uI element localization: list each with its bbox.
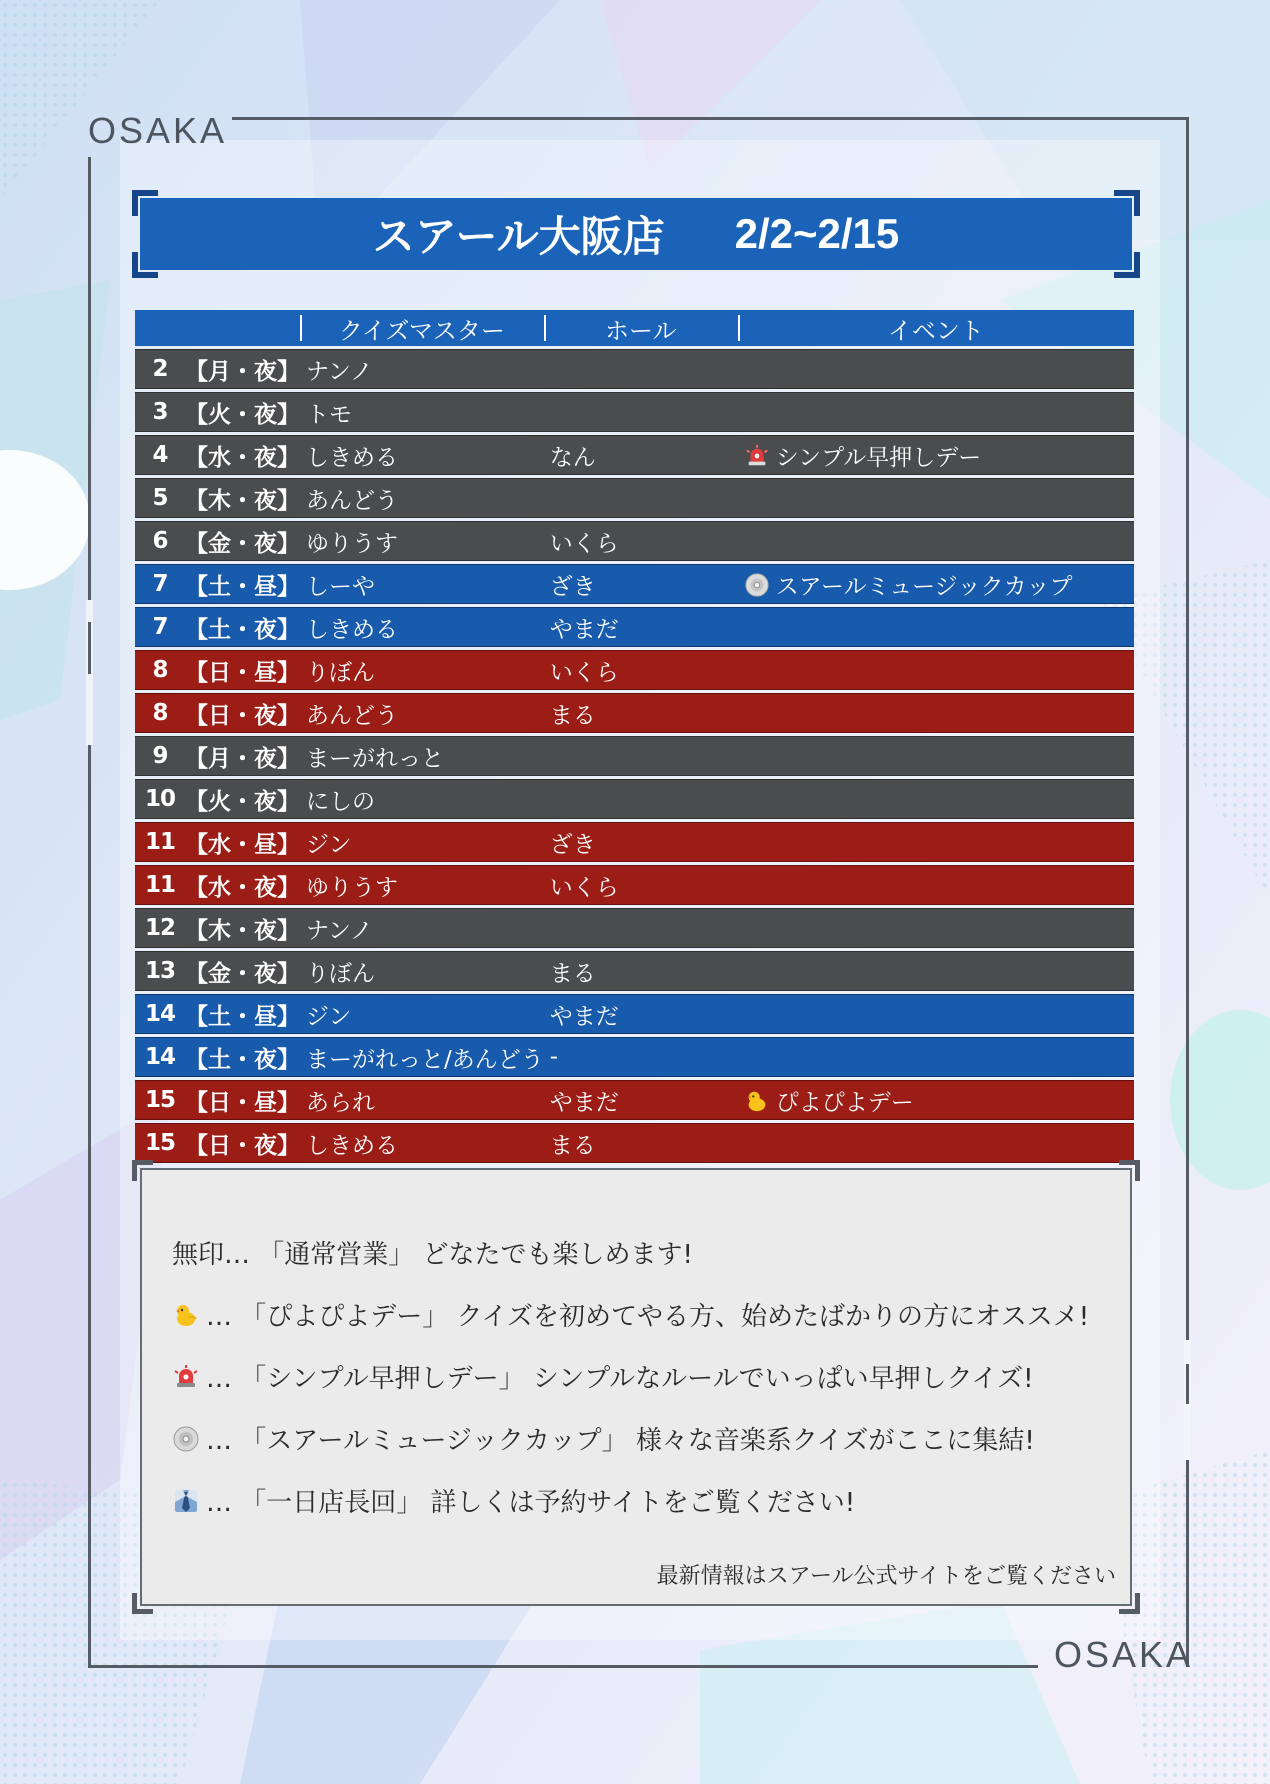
day-number: 11 [135,822,185,862]
day-number: 4 [135,435,185,475]
hall-staff-name: やまだ [544,1080,738,1120]
store-name: スアール大阪店 [372,213,665,260]
table-row [135,736,1134,776]
event-cell [738,1080,1134,1120]
table-row [135,349,1134,389]
tie-icon [172,1487,200,1515]
table-row [135,1123,1134,1163]
hall-staff-name: いくら [544,865,738,905]
hall-staff-name: やまだ [544,607,738,647]
quiz-master-name: ゆりうす [300,521,544,561]
table-row [135,951,1134,991]
day-number: 14 [135,994,185,1034]
day-slot-label: 【日・夜】 [185,1123,300,1163]
event-cell [738,392,1134,432]
table-row [135,521,1134,561]
day-number: 13 [135,951,185,991]
table-row [135,478,1134,518]
day-number: 6 [135,521,185,561]
event-cell [738,478,1134,518]
legend-text: … 「シンプル早押しデー」 シンプルなルールでいっぱい早押しクイズ! [206,1364,1034,1394]
day-slot-label: 【水・夜】 [185,865,300,905]
day-number: 5 [135,478,185,518]
day-number: 15 [135,1123,185,1163]
event-name: シンプル早押しデー [775,444,982,471]
event-name: スアールミュージックカップ [775,573,1073,600]
event-cell [738,1123,1134,1163]
hall-staff-name: なん [544,435,738,475]
legend-item-simple-buzzer [172,1358,1034,1395]
day-number: 10 [135,779,185,819]
table-row [135,607,1134,647]
day-slot-label: 【金・夜】 [185,951,300,991]
siren-icon [744,443,770,469]
quiz-master-name: しーや [300,564,544,604]
event-cell [738,650,1134,690]
hall-staff-name: まる [544,693,738,733]
event-name: ぴよぴよデー [775,1089,914,1116]
quiz-master-name: トモ [300,392,544,432]
siren-icon [172,1363,200,1391]
legend-item-piyopiyo [172,1296,1089,1333]
hall-staff-name: いくら [544,521,738,561]
event-cell [738,822,1134,862]
hall-staff-name: いくら [544,650,738,690]
legend-text: … 「通常営業」 どなたでも楽しめます! [224,1240,693,1270]
title-bar [140,198,1132,270]
hall-staff-name [544,779,738,819]
frame-tick-right [1186,1364,1189,1404]
day-slot-label: 【土・昼】 [185,564,300,604]
hall-staff-name [544,908,738,948]
day-slot-label: 【土・昼】 [185,994,300,1034]
day-slot-label: 【月・夜】 [185,349,300,389]
event-cell [738,736,1134,776]
table-row [135,392,1134,432]
table-header-row [135,310,1134,346]
day-slot-label: 【火・夜】 [185,779,300,819]
frame-line-bottom [88,1665,1038,1668]
hall-staff-name [544,736,738,776]
frame-line-left [88,157,91,1667]
table-row [135,693,1134,733]
day-number: 15 [135,1080,185,1120]
legend-item-music-cup [172,1420,1035,1457]
event-cell [738,951,1134,991]
event-cell [738,521,1134,561]
day-slot-label: 【水・夜】 [185,435,300,475]
table-row [135,564,1134,604]
day-slot-label: 【月・夜】 [185,736,300,776]
event-cell [738,564,1134,604]
corner-label-top: OSAKA [88,110,228,151]
day-number: 11 [135,865,185,905]
event-cell [738,908,1134,948]
day-slot-label: 【日・昼】 [185,650,300,690]
quiz-master-name: あんどう [300,478,544,518]
hall-staff-name: やまだ [544,994,738,1034]
table-row [135,865,1134,905]
event-cell [738,865,1134,905]
day-slot-label: 【土・夜】 [185,1037,300,1077]
day-number: 7 [135,607,185,647]
event-cell [738,994,1134,1034]
quiz-master-name: にしの [300,779,544,819]
table-row [135,1080,1134,1120]
hall-staff-name: まる [544,951,738,991]
day-slot-label: 【日・夜】 [185,693,300,733]
legend-text: … 「スアールミュージックカップ」 様々な音楽系クイズがここに集結! [206,1426,1035,1456]
quiz-master-name: ジン [300,994,544,1034]
quiz-master-name: まーがれっと/あんどう [300,1037,544,1077]
hall-staff-name [544,478,738,518]
quiz-master-name: ジン [300,822,544,862]
frame-tick-left [88,622,91,674]
day-number: 9 [135,736,185,776]
day-number: 14 [135,1037,185,1077]
event-cell [738,435,1134,475]
legend-box [140,1168,1132,1606]
frame-line-top [232,117,1188,120]
day-number: 7 [135,564,185,604]
latest-info-note: 最新情報はスアール公式サイトをご覧ください [656,1564,1116,1589]
event-cell [738,349,1134,389]
quiz-master-name: りぼん [300,650,544,690]
table-row [135,908,1134,948]
day-slot-label: 【木・夜】 [185,478,300,518]
header-event: イベント [738,310,1134,346]
legend-item-one-day-manager [172,1482,855,1519]
quiz-master-name: まーがれっと [300,736,544,776]
event-cell [738,779,1134,819]
table-row [135,779,1134,819]
header-quiz-master: クイズマスター [300,310,544,346]
quiz-master-name: しきめる [300,435,544,475]
table-row [135,435,1134,475]
schedule-table [135,307,1134,1166]
hall-staff-name [544,392,738,432]
day-number: 8 [135,650,185,690]
table-row [135,994,1134,1034]
title-banner [132,190,1140,278]
event-cell [738,693,1134,733]
cd-icon [172,1425,200,1453]
hall-staff-name: まる [544,1123,738,1163]
schedule-period: 2/2~2/15 [734,210,900,257]
quiz-master-name: ナンノ [300,349,544,389]
cd-icon [744,572,770,598]
table-row [135,1037,1134,1077]
day-number: 3 [135,392,185,432]
legend-text: … 「一日店長回」 詳しくは予約サイトをご覧ください! [206,1488,856,1518]
table-row [135,822,1134,862]
corner-label-bottom: OSAKA [1054,1634,1194,1675]
legend-mark: 無印 [172,1240,225,1270]
legend-text: … 「ぴよぴよデー」 クイズを初めてやる方、始めたばかりの方にオススメ! [206,1302,1090,1332]
hall-staff-name: ざき [544,822,738,862]
header-date [135,310,300,346]
header-hall: ホール [544,310,738,346]
quiz-master-name: しきめる [300,607,544,647]
quiz-master-name: ゆりうす [300,865,544,905]
quiz-master-name: あんどう [300,693,544,733]
hall-staff-name: ざき [544,564,738,604]
hall-staff-name: - [544,1037,738,1077]
day-slot-label: 【火・夜】 [185,392,300,432]
table-row [135,650,1134,690]
chick-icon [172,1301,200,1329]
legend-item-normal [172,1234,693,1271]
quiz-master-name: あられ [300,1080,544,1120]
legend-panel [132,1160,1140,1614]
event-cell [738,1037,1134,1077]
day-slot-label: 【日・昼】 [185,1080,300,1120]
day-number: 2 [135,349,185,389]
event-cell [738,607,1134,647]
quiz-master-name: ナンノ [300,908,544,948]
day-number: 8 [135,693,185,733]
day-slot-label: 【金・夜】 [185,521,300,561]
quiz-master-name: りぼん [300,951,544,991]
schedule-rows [135,349,1134,1163]
day-slot-label: 【水・昼】 [185,822,300,862]
chick-icon [744,1088,770,1114]
day-slot-label: 【土・夜】 [185,607,300,647]
hall-staff-name [544,349,738,389]
day-slot-label: 【木・夜】 [185,908,300,948]
quiz-master-name: しきめる [300,1123,544,1163]
day-number: 12 [135,908,185,948]
